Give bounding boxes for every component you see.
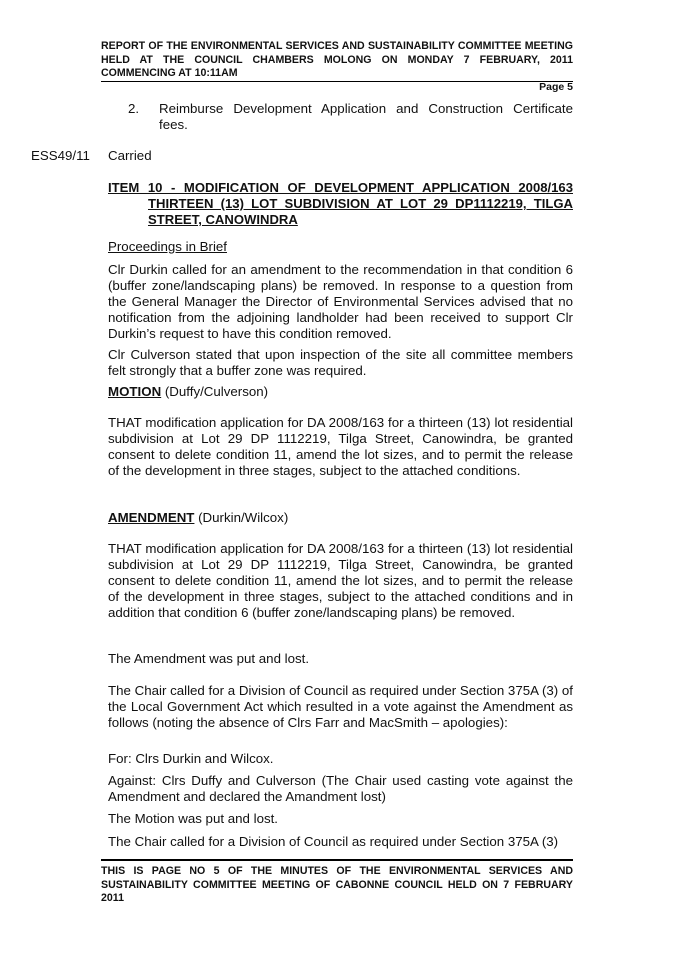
page-number: Page 5 [539,81,573,93]
amendment-heading [108,510,573,526]
resolution-text: Carried [108,148,152,163]
motion-text: THAT modification application for DA 2008/163 for a thirteen (13) lot residential subdivision at Lot 29 DP 1112219, Tilga Street, Canowindra, be granted consent to delete condition 11, amend the lot sizes, and to permit the release of the development in three stages, subject to the attached conditions. [108,415,573,478]
division-paragraph-1: The Chair called for a Division of Council as required under Section 375A (3) of the Local Government Act which resulted in a vote against the Amendment as follows (noting the absence of Clrs Farr and MacSmith – apologies): [108,683,573,730]
item-title [108,180,573,228]
item-title-line-3: STREET, CANOWINDRA [148,212,298,227]
motion-label: MOTION [108,384,162,399]
motion-heading [108,384,573,400]
page-footer: THIS IS PAGE NO 5 OF THE MINUTES OF THE ENVIRONMENTAL SERVICES AND SUSTAINABILITY COMMITTEE MEETING OF CABONNE COUNCIL HELD ON 7 FEBRUARY 2011 [101,859,573,906]
list-item-text: Reimburse Development Application and Construction Certificate fees. [159,101,573,132]
against-vote-line: Against: Clrs Duffy and Culverson (The Chair used casting vote against the Amendment and declared the Amandment lost) [108,773,573,804]
amendment-text: THAT modification application for DA 2008/163 for a thirteen (13) lot residential subdivision at Lot 29 DP 1112219, Tilga Street, Canowindra, be granted consent to delete condition 11, amend the lot sizes, and to permit the release of the development in three stages, subject to the attached conditions and in addition that condition 6 (buffer zone/landscaping plans) be removed. [108,541,573,620]
proceedings-heading: Proceedings in Brief [108,239,227,254]
motion-movers: (Duffy/Culverson) [161,384,269,399]
paragraph-durkin-amendment: Clr Durkin called for an amendment to the recommendation in that condition 6 (buffer zone/landscaping plans) be removed. In response to a question from the General Manager the Director of Environmental Services advised that no notification from the adjoining landholder had been received to support Clr Durkin’s request to have this condition removed. [108,262,573,341]
division-paragraph-2: The Chair called for a Division of Council as required under Section 375A (3) [108,834,559,849]
list-item-number: 2. [128,101,140,116]
amendment-lost: The Amendment was put and lost. [108,651,310,666]
amendment-movers: (Durkin/Wilcox) [194,510,289,525]
amendment-label: AMENDMENT [108,510,195,525]
page-header: REPORT OF THE ENVIRONMENTAL SERVICES AND SUSTAINABILITY COMMITTEE MEETING HELD AT THE COUNCIL CHAMBERS MOLONG ON MONDAY 7 FEBRUARY, 2011 COMMENCING AT 10:11AM [101,40,573,82]
paragraph-culverson-buffer: Clr Culverson stated that upon inspection of the site all committee members felt strongly that a buffer zone was required. [108,347,573,378]
motion-lost: The Motion was put and lost. [108,811,278,826]
resolution-code: ESS49/11 [31,148,90,163]
list-item [128,101,573,133]
for-vote-line: For: Clrs Durkin and Wilcox. [108,751,274,766]
item-title-line-2: THIRTEEN (13) LOT SUBDIVISION AT LOT 29 DP1112219, TILGA [148,196,573,211]
item-title-line-1: ITEM 10 - MODIFICATION OF DEVELOPMENT APPLICATION 2008/163 [108,180,573,195]
